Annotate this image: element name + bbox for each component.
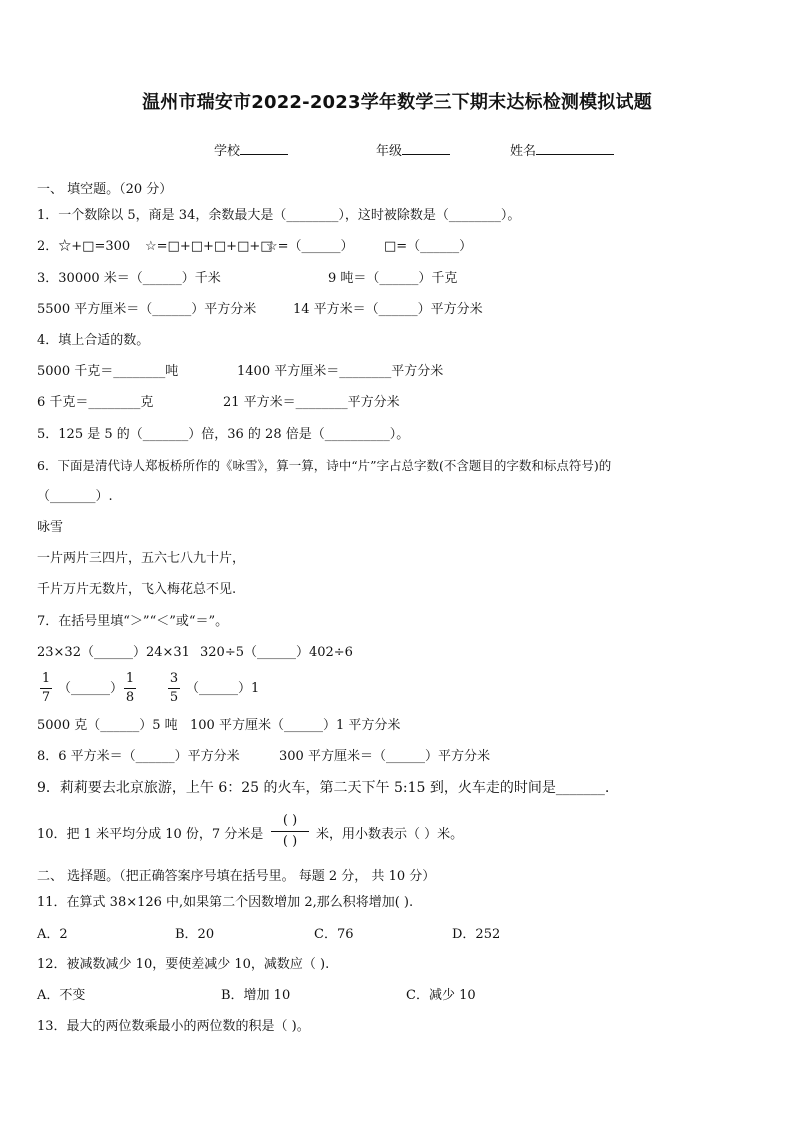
- question-8-b: 300 平方厘米＝（______）平方分米: [279, 749, 490, 764]
- question-7-blank-2: （______）1: [186, 681, 260, 696]
- poem-line-2: 千片万片无数片，飞入梅花总不见.: [37, 582, 237, 597]
- question-5: 5．125 是 5 的（_______）倍，36 的 28 倍是（__________）。: [37, 427, 410, 442]
- question-7-blank-1: （______）: [58, 681, 124, 696]
- grade-label: 年级: [376, 144, 403, 159]
- grade-blank[interactable]: [402, 140, 450, 155]
- question-3-a: 3．30000 米＝（______）千米: [37, 271, 221, 286]
- question-2-square-blank: □=（______）: [384, 239, 473, 254]
- question-1: 1．一个数除以 5，商是 34，余数最大是（________），这时被除数是（________）。: [37, 208, 521, 223]
- fraction-bar: [40, 688, 52, 689]
- question-12-option-b: B．增加 10: [221, 988, 291, 1003]
- question-7-c: 5000 克（______）5 吨: [37, 718, 178, 733]
- section2-heading: 二、 选择题。（把正确答案序号填在括号里。 每题 2 分， 共 10 分）: [37, 869, 436, 884]
- grade-field[interactable]: [376, 140, 450, 159]
- fraction-denominator-blank: ( ): [282, 834, 298, 849]
- poem-line-1: 一片两片三四片，五六七八九十片，: [37, 551, 246, 566]
- fraction-bar: [168, 688, 180, 689]
- question-3-b: 9 吨＝（______）千克: [328, 271, 458, 286]
- question-7-d: 100 平方厘米（______）1 平方分米: [190, 718, 401, 733]
- fraction-numerator: 3: [169, 671, 179, 686]
- question-4-a: 5000 千克＝________吨: [37, 364, 179, 379]
- fraction-numerator-blank: ( ): [282, 813, 298, 828]
- question-7-b: 320÷5（______）402÷6: [200, 645, 353, 660]
- question-3-d: 14 平方米＝（______）平方分米: [293, 302, 483, 317]
- fraction-three-fifths: [168, 671, 180, 706]
- question-11-option-a: A．2: [37, 927, 68, 942]
- question-7-stem: 7．在括号里填“＞”“＜”或“＝”。: [37, 614, 229, 629]
- question-6-stem: 6．下面是清代诗人郑板桥所作的《咏雪》，算一算，诗中“片”字占总字数(不含题目的字数和标点符号)的: [37, 458, 612, 473]
- question-10-fraction: [269, 812, 311, 851]
- question-3-c: 5500 平方厘米＝（______）平方分米: [37, 302, 257, 317]
- question-7-a: 23×32（______）24×31: [37, 645, 190, 660]
- school-label: 学校: [214, 144, 241, 159]
- name-label: 姓名: [510, 144, 537, 159]
- question-11-option-b: B．20: [175, 927, 215, 942]
- question-4-d: 21 平方米＝________平方分米: [223, 395, 400, 410]
- fraction-denominator: 5: [169, 690, 179, 705]
- school-blank[interactable]: [240, 140, 288, 155]
- school-field[interactable]: [214, 140, 288, 159]
- question-4-b: 1400 平方厘米＝________平方分米: [237, 364, 444, 379]
- fraction-bar: [124, 688, 136, 689]
- question-4-c: 6 千克＝________克: [37, 395, 154, 410]
- question-13-stem: 13．最大的两位数乘最小的两位数的积是（ )。: [37, 1019, 310, 1034]
- question-2-equation-a: 2．☆+□=300: [37, 239, 131, 254]
- page-title: 温州市瑞安市2022-2023学年数学三下期末达标检测模拟试题: [142, 92, 652, 113]
- question-9: 9．莉莉要去北京旅游，上午 6：25 的火车，第二天下午 5:15 到，火车走的时间是_______.: [37, 780, 610, 796]
- question-11-option-d: D．252: [452, 927, 501, 942]
- poem-title: 咏雪: [37, 520, 64, 535]
- name-field[interactable]: [510, 140, 614, 159]
- name-blank[interactable]: [536, 140, 614, 155]
- fraction-bar: [271, 831, 309, 832]
- section1-heading: 一、 填空题。（20 分）: [37, 182, 173, 197]
- fraction-numerator: 1: [125, 671, 135, 686]
- question-4-stem: 4．填上合适的数。: [37, 333, 150, 348]
- fraction-numerator: 1: [41, 671, 51, 686]
- fraction-denominator: 8: [125, 690, 135, 705]
- question-11-stem: 11．在算式 38×126 中,如果第二个因数增加 2,那么积将增加( ).: [37, 895, 414, 910]
- fraction-one-seventh: [40, 671, 52, 706]
- question-11-option-c: C．76: [314, 927, 354, 942]
- question-2-equation-b: ☆=□+□+□+□+□: [145, 239, 273, 254]
- question-12-option-a: A．不变: [37, 988, 86, 1003]
- question-6-blank: （_______）.: [37, 489, 113, 504]
- fraction-one-eighth: [124, 671, 136, 706]
- question-10-a: 10．把 1 米平均分成 10 份，7 分米是: [37, 827, 264, 842]
- question-12-option-c: C．减少 10: [406, 988, 476, 1003]
- question-12-stem: 12．被减数减少 10，要使差减少 10，减数应（ ).: [37, 957, 330, 972]
- fraction-denominator: 7: [41, 690, 51, 705]
- question-8-a: 8．6 平方米＝（______）平方分米: [37, 749, 240, 764]
- question-2-star-blank: ☆=（______）: [266, 239, 354, 254]
- question-10-b: 米，用小数表示（ ）米。: [316, 827, 464, 842]
